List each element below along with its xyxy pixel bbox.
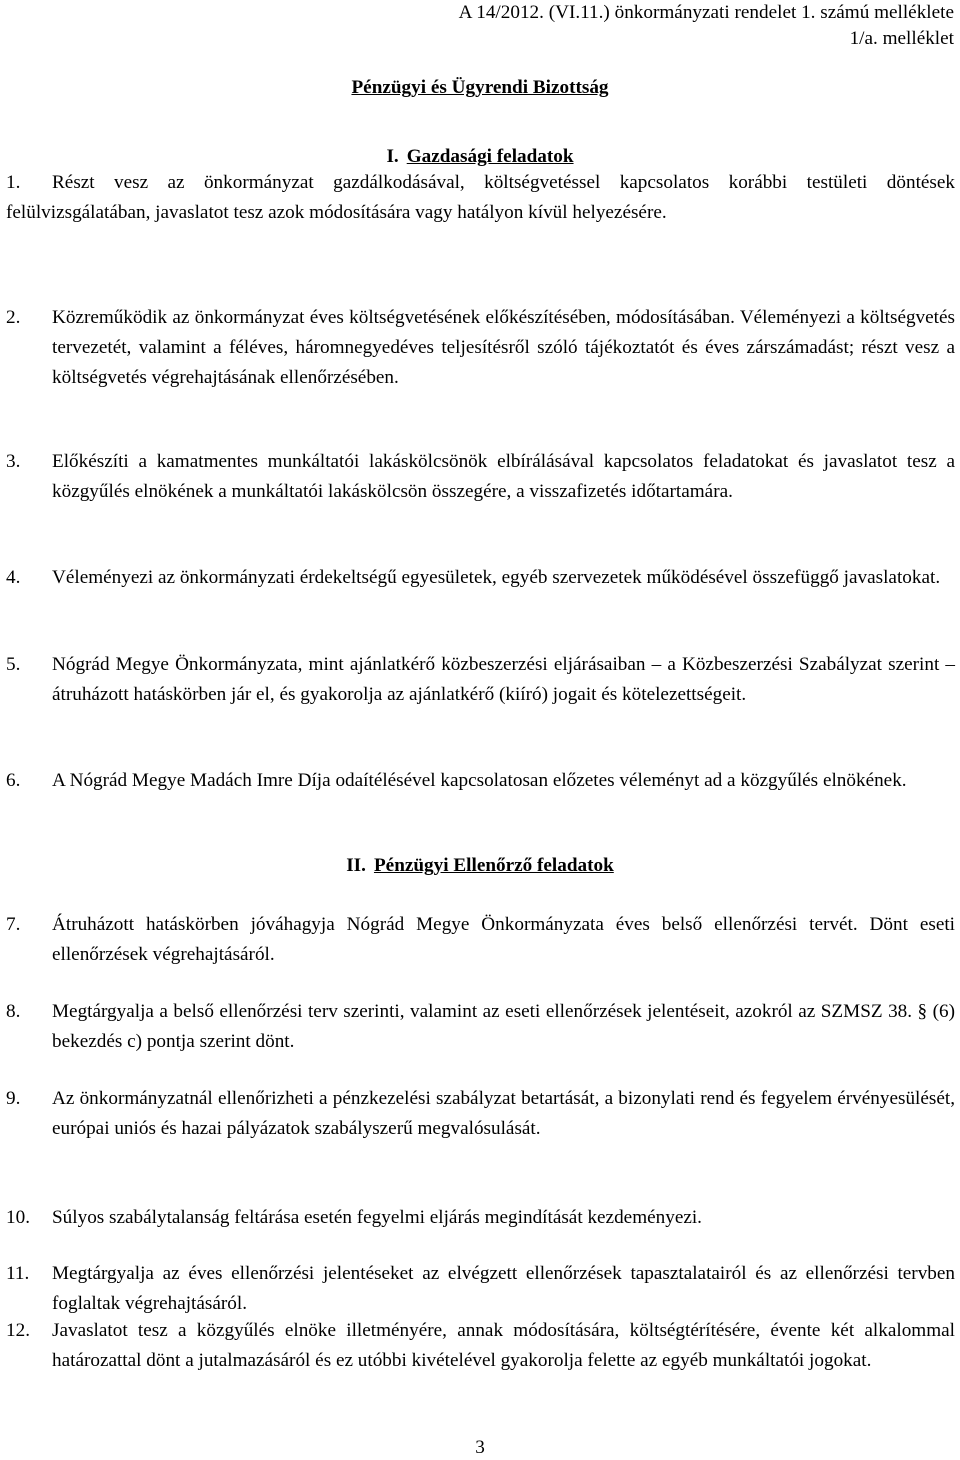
- section-heading-audit: [0, 855, 960, 877]
- list-item: [6, 168, 955, 258]
- item-text: Nógrád Megye Önkormányzata, mint ajánlatkérő közbeszerzési eljárásaiban – a Közbeszerzési Szabályzat szerint – átruházott hatáskörben jár el, és gyakorolja az ajánlatkérő (kiíró) jogait és kötelezettségeit.: [52, 654, 955, 705]
- item-text: Részt vesz az önkormányzat gazdálkodásával, költségvetéssel kapcsolatos korábbi testületi döntések felülvizsgálatában, javaslatot tesz azok módosítására vagy hatályon kívül helyezésére.: [6, 172, 955, 223]
- list-item: [6, 650, 955, 740]
- list-item: [6, 1316, 955, 1406]
- list-item: [6, 766, 955, 826]
- section-title: Gazdasági feladatok: [406, 146, 574, 167]
- item-text: Megtárgyalja a belső ellenőrzési terv szerinti, valamint az eseti ellenőrzések jelentéseit, azokról az SZMSZ 38. § (6) bekezdés c) pontja szerint dönt.: [52, 1001, 955, 1052]
- item-number: 9.: [6, 1088, 21, 1109]
- header-annex-label: 1/a. melléklet: [849, 28, 954, 49]
- item-text: A Nógrád Megye Madách Imre Díja odaítélésével kapcsolatosan előzetes véleményt ad a közgyűlés elnökének.: [52, 770, 907, 791]
- list-item: [6, 1259, 955, 1319]
- item-text: Megtárgyalja az éves ellenőrzési jelentéseket az elvégzett ellenőrzések tapasztalatairól és az ellenőrzési tervben foglaltak végrehajtásáról.: [52, 1263, 955, 1314]
- list-item: [6, 1084, 955, 1174]
- item-number: 12.: [6, 1320, 30, 1341]
- section-number: I.: [386, 146, 399, 167]
- item-number: 3.: [6, 451, 21, 472]
- item-text: Súlyos szabálytalanság feltárása esetén fegyelmi eljárás megindítását kezdeményezi.: [52, 1207, 702, 1228]
- item-text: Javaslatot tesz a közgyűlés elnöke illetményére, annak módosítására, költségtérítésére, évente két alkalommal határozattal dönt a jutalmazásáról és ez utóbbi kivételével gyakorolja felette az egyéb munkáltatói jogokat.: [52, 1320, 955, 1371]
- section-heading-economic: [0, 146, 960, 168]
- item-number: 6.: [6, 770, 21, 791]
- document-title: Pénzügyi és Ügyrendi Bizottság: [351, 77, 609, 98]
- list-item: [6, 1203, 955, 1233]
- item-text: Átruházott hatáskörben jóváhagyja Nógrád Megye Önkormányzata éves belső ellenőrzési tervét. Dönt eseti ellenőrzések végrehajtásáról.: [52, 914, 955, 965]
- item-number: 8.: [6, 1001, 21, 1022]
- list-item: [6, 563, 955, 623]
- item-number: 4.: [6, 567, 21, 588]
- item-number: 10.: [6, 1207, 30, 1228]
- header-decree-reference: A 14/2012. (VI.11.) önkormányzati rendelet 1. számú melléklete: [458, 2, 954, 23]
- list-item: [6, 910, 955, 970]
- item-text: Véleményezi az önkormányzati érdekeltségű egyesületek, egyéb szervezetek működésével összefüggő javaslatokat.: [52, 567, 941, 588]
- list-item: [6, 303, 955, 423]
- item-number: 2.: [6, 307, 21, 328]
- item-number: 1.: [6, 172, 21, 193]
- page-number: 3: [475, 1437, 485, 1458]
- item-number: 5.: [6, 654, 21, 675]
- list-item: [6, 447, 955, 537]
- section-title: Pénzügyi Ellenőrző feladatok: [373, 855, 614, 876]
- item-number: 11.: [6, 1263, 30, 1284]
- item-text: Közreműködik az önkormányzat éves költségvetésének előkészítésében, módosításában. Véleményezi a költségvetés tervezetét, valamint a féléves, háromnegyedéves teljesítésről szóló tájékoztatót és éves zárszámadást; részt vesz a költségvetés végrehajtásának ellenőrzésében.: [52, 307, 955, 388]
- item-text: Előkészíti a kamatmentes munkáltatói lakáskölcsönök elbírálásával kapcsolatos feladatokat és javaslatot tesz a közgyűlés elnökének a munkáltatói lakáskölcsön összegére, a visszafizetés időtartamára.: [52, 451, 955, 502]
- list-item: [6, 997, 955, 1057]
- item-text: Az önkormányzatnál ellenőrizheti a pénzkezelési szabályzat betartását, a bizonylati rend és fegyelem érvényesülését, európai uniós és hazai pályázatok szabályszerű megvalósulását.: [52, 1088, 955, 1139]
- section-number: II.: [346, 855, 366, 876]
- item-number: 7.: [6, 914, 21, 935]
